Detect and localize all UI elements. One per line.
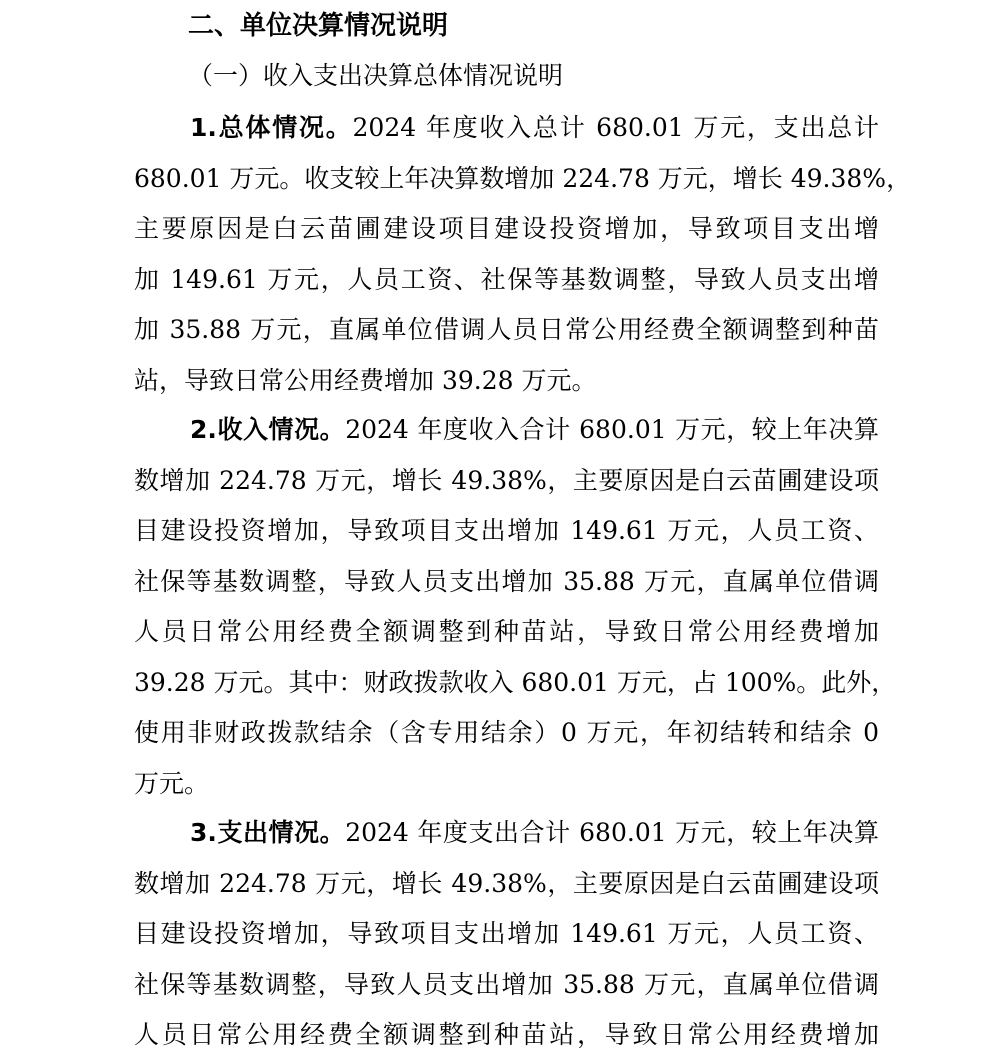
paragraph-line: 站，导致日常公用经费增加 39.28 万元。 — [134, 365, 597, 395]
paragraph-line: 加 35.88 万元，直属单位借调人员日常公用经费全额调整到种苗 — [134, 315, 879, 344]
paragraph-text: 2024 年度支出合计 680.01 万元，较上年决算 — [345, 818, 879, 847]
paragraph-line: 目建设投资增加，导致项目支出增加 149.61 万元，人员工资、 — [134, 516, 879, 545]
subsection-heading: （一）收入支出决算总体情况说明 — [188, 61, 564, 90]
paragraph-line: 社保等基数调整，导致人员支出增加 35.88 万元，直属单位借调 — [134, 969, 879, 999]
paragraph-line: 人员日常公用经费全额调整到种苗站，导致日常公用经费增加 — [134, 1020, 879, 1049]
paragraph-line: 使用非财政拨款结余（含专用结余）0 万元，年初结转和结余 0 — [134, 718, 879, 747]
paragraph-line: 加 149.61 万元，人员工资、社保等基数调整，导致人员支出增 — [134, 264, 879, 294]
paragraph-line: 680.01 万元。收支较上年决算数增加 224.78 万元，增长 49.38%， — [134, 163, 912, 193]
paragraph-line: 目建设投资增加，导致项目支出增加 149.61 万元，人员工资、 — [134, 919, 879, 948]
paragraph-text: 2024 年度收入总计 680.01 万元，支出总计 — [352, 113, 879, 142]
paragraph-text: 2024 年度收入合计 680.01 万元，较上年决算 — [345, 415, 879, 444]
paragraph-line: 社保等基数调整，导致人员支出增加 35.88 万元，直属单位借调 — [134, 566, 879, 596]
paragraph-lead: 1.总体情况。 — [190, 113, 353, 142]
paragraph-line: 人员日常公用经费全额调整到种苗站，导致日常公用经费增加 — [134, 617, 879, 646]
paragraph-line — [134, 808, 879, 859]
paragraph-line: 主要原因是白云苗圃建设项目建设投资增加，导致项目支出增 — [134, 214, 879, 243]
paragraph-line: 万元。 — [134, 768, 210, 798]
paragraph-lead: 3.支出情况。 — [190, 818, 346, 847]
paragraph-income — [134, 405, 897, 809]
paragraph-line — [134, 405, 879, 456]
paragraph-line: 数增加 224.78 万元，增长 49.38%，主要原因是白云苗圃建设项 — [134, 465, 879, 495]
paragraph-lead: 2.收入情况。 — [190, 415, 346, 444]
paragraph-overall — [134, 103, 912, 406]
paragraph-line: 数增加 224.78 万元，增长 49.38%，主要原因是白云苗圃建设项 — [134, 868, 879, 898]
paragraph-line — [134, 103, 879, 154]
paragraph-expenditure — [134, 808, 879, 1061]
paragraph-line: 39.28 万元。其中：财政拨款收入 680.01 万元，占 100%。此外， — [134, 667, 897, 697]
section-heading: 二、单位决算情况说明 — [188, 11, 449, 41]
